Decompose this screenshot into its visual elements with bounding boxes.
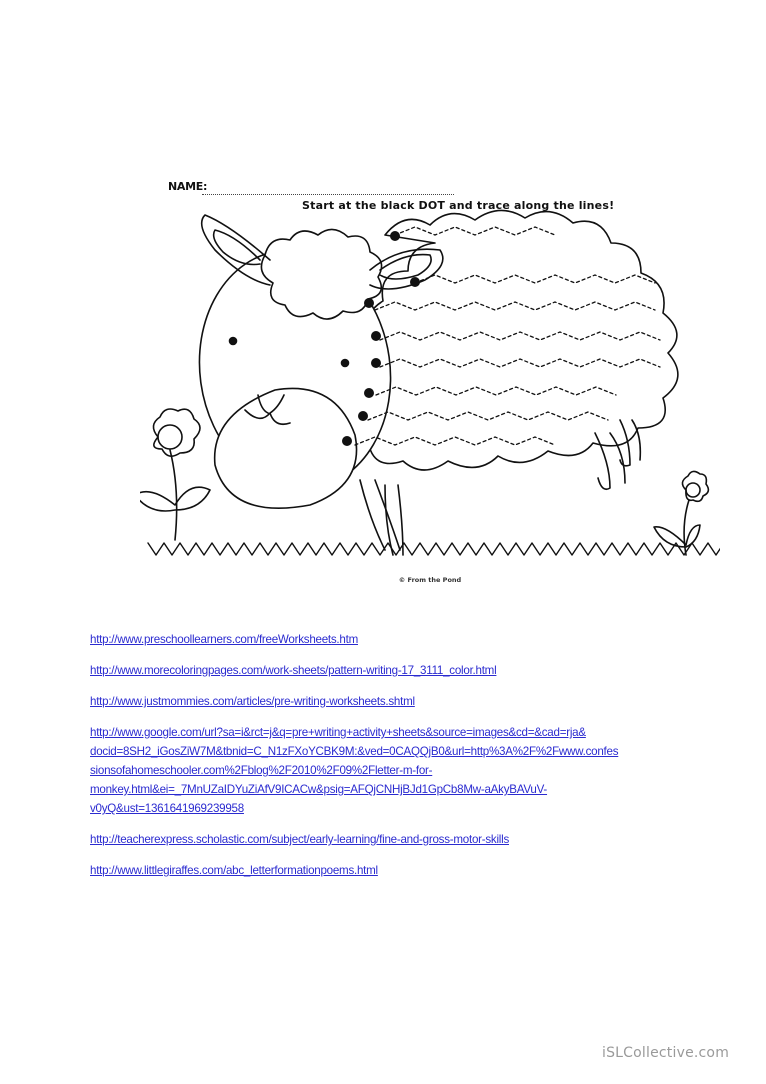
sheep-eye-right bbox=[342, 360, 349, 367]
sheep-leg-1 bbox=[360, 480, 400, 550]
grass-line bbox=[148, 543, 720, 555]
tracing-lines bbox=[355, 227, 660, 445]
right-flower bbox=[654, 471, 708, 555]
instruction-text: Start at the black DOT and trace along the lines! bbox=[302, 199, 615, 212]
link-morecoloringpages[interactable]: http://www.morecoloringpages.com/work-sheets/pattern-writing-17_3111_color.html bbox=[90, 664, 497, 677]
link-teacherexpress[interactable]: http://teacherexpress.scholastic.com/subject/early-learning/fine-and-gross-motor-skills bbox=[90, 833, 509, 846]
left-flower bbox=[140, 409, 210, 540]
link-google-images[interactable]: http://www.google.com/url?sa=i&rct=j&q=pre+writing+activity+sheets&source=images&cd=&cad=rja& docid=8SH2_iGosZiW7M&tbnid=C_N1zFXoYCBK9M:&ved=0CAQQjB0&url=http%3A%2F%2Fwww.confes sionsofahomeschooler.com%2Fblog%2F2010%2F09%2Fletter-m-for- monkey.html&ei=_7MnUZaIDYuZiAfV9ICACw&psig=AFQjCNHjBJd1GpCb8Mw-aAkyBAVuV- v0yQ&ust=1361641969239958 bbox=[90, 726, 619, 815]
link-justmommies[interactable]: http://www.justmommies.com/articles/pre-writing-worksheets.shtml bbox=[90, 695, 415, 708]
name-label: NAME: bbox=[168, 180, 208, 193]
link-preschoollearners[interactable]: http://www.preschoollearners.com/freeWorksheets.htm bbox=[90, 633, 358, 646]
sheep-eye-left bbox=[230, 338, 237, 345]
watermark: iSLCollective.com bbox=[602, 1045, 730, 1061]
link-littlegiraffes[interactable]: http://www.littlegiraffes.com/abc_letterformationpoems.html bbox=[90, 864, 378, 877]
sheep-illustration bbox=[140, 175, 720, 575]
reference-links bbox=[90, 630, 710, 892]
illustration-credit: © From the Pond bbox=[398, 576, 462, 584]
sheep-body bbox=[357, 210, 678, 470]
